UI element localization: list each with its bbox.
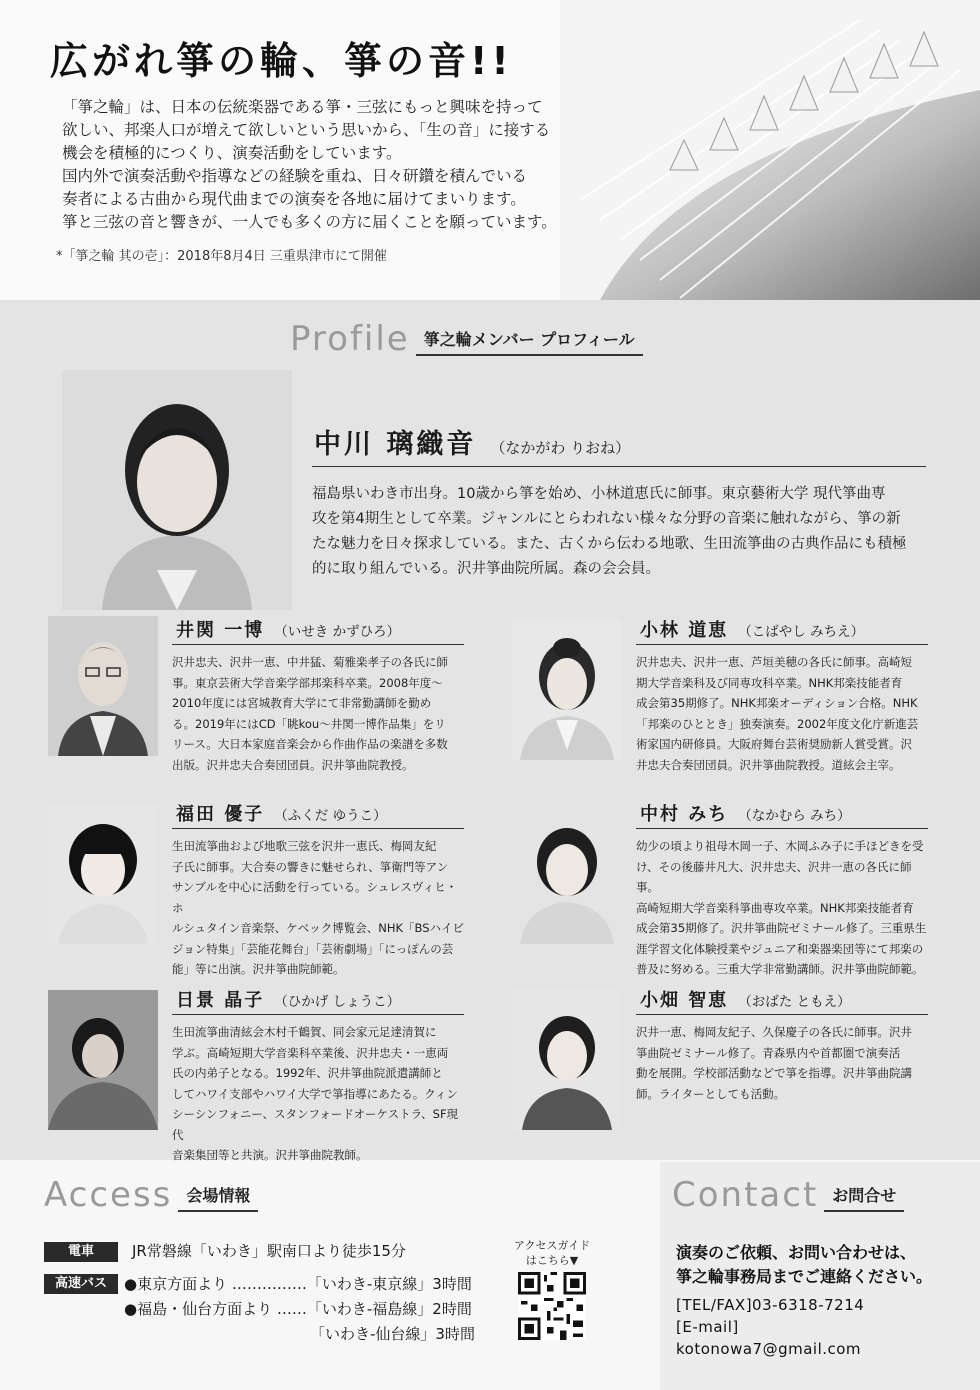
member-card bbox=[512, 986, 922, 1146]
bio-line: け、その後藤井凡大、沢井忠夫、沢井一恵の各氏に師事。 bbox=[636, 859, 912, 894]
bio-line: 出版。沢井忠夫合奏団団員。沢井箏曲院教授。 bbox=[172, 757, 414, 772]
main-member-name: 中川 璃織音 bbox=[314, 429, 477, 460]
bus-route: ●福島・仙台方面より ……「いわき-福島線」2時間 bbox=[124, 1300, 472, 1318]
member-name: 日景 晶子 bbox=[176, 990, 265, 1011]
member-bio bbox=[172, 836, 468, 980]
bio-line: 普及に努める。三重大学非常勤講師。沢井箏曲院師範。 bbox=[636, 962, 924, 976]
portrait-photo bbox=[512, 804, 622, 944]
header bbox=[0, 0, 980, 300]
member-card bbox=[48, 616, 458, 776]
contact-email-link[interactable]: kotonowa7@gmail.com bbox=[676, 1340, 862, 1358]
member-name-row bbox=[640, 616, 864, 642]
main-member-bio bbox=[312, 482, 930, 582]
bio-line: 沢井忠夫、沢井一恵、芦垣美穂の各氏に師事。高崎短 bbox=[636, 655, 912, 669]
bio-line: リース。大日本家庭音楽会から作曲作品の楽譜を多数 bbox=[172, 737, 448, 751]
bio-line: 2010年度には宮城教育大学にて非常勤講師を勤め bbox=[172, 696, 432, 710]
bio-line: 涯学習文化体験授業やジュニア和楽器楽団等にて邦楽の bbox=[636, 941, 924, 956]
bio-line: 師。ライターとしても活動。 bbox=[636, 1086, 786, 1101]
main-member-name-row bbox=[314, 422, 630, 461]
intro-line: 箏と三弦の音と響きが、一人でも多くの方に届くことを願っています。 bbox=[62, 213, 557, 231]
intro-line: 国内外で演奏活動や指導などの経験を重ね、日々研鑽を積んでいる bbox=[62, 167, 528, 185]
bio-line: る。2019年にはCD「眺kou～井関一博作品集」をリ bbox=[172, 716, 446, 731]
bio-line: 沢井一恵、梅岡友紀子、久保慶子の各氏に師事。沢井 bbox=[636, 1025, 912, 1039]
bio-line: 生田流箏曲および地歌三弦を沢井一恵氏、梅岡友紀 bbox=[172, 839, 437, 853]
bio-line: 箏曲院ゼミナール修了。青森県内や首都圏で演奏活 bbox=[636, 1045, 901, 1060]
bio-line: たな魅力を日々探求している。また、古くから伝わる地歌、生田流箏曲の古典作品にも積極 bbox=[312, 536, 907, 552]
contact-message: 演奏のご依頼、お問い合わせは、 bbox=[676, 1243, 917, 1262]
train-label: 電車 bbox=[44, 1242, 118, 1262]
member-name-row bbox=[640, 986, 851, 1012]
member-bio bbox=[636, 1022, 932, 1104]
contact-message: 箏之輪事務局までご連絡ください。 bbox=[676, 1267, 933, 1286]
bio-line: ルシュタイン音楽祭、ケベック博覧会、NHK「BSハイビ bbox=[172, 921, 465, 935]
contact-heading-ja: お問合せ bbox=[824, 1183, 904, 1212]
contact-phone: [TEL/FAX]03-6318-7214 bbox=[676, 1296, 865, 1314]
profile-heading-ja: 箏之輪メンバー プロフィール bbox=[416, 327, 643, 356]
bio-line: シーシンフォニー、スタンフォードオーケストラ、SF現代 bbox=[172, 1107, 459, 1142]
bio-line: 期大学音楽科及び同専攻科卒業。NHK邦楽技能者育 bbox=[636, 675, 903, 690]
bus-route: ●東京方面より ……………「いわき-東京線」3時間 bbox=[124, 1275, 472, 1293]
bio-line: 能」等に出演。沢井箏曲院師範。 bbox=[172, 962, 345, 976]
member-name: 小畑 智恵 bbox=[640, 990, 729, 1011]
contact-heading bbox=[672, 1175, 904, 1215]
bio-line: 的に取り組んでいる。沢井箏曲院所属。森の会会員。 bbox=[312, 561, 660, 577]
portrait-photo bbox=[62, 370, 292, 610]
access-heading-en: Access bbox=[44, 1175, 173, 1215]
member-bio bbox=[172, 1022, 468, 1166]
divider bbox=[312, 466, 926, 467]
bio-line: サンブルを中心に活動を行っている。シュレスヴィヒ・ホ bbox=[172, 880, 458, 915]
member-name: 福田 優子 bbox=[176, 804, 265, 825]
member-bio bbox=[172, 652, 468, 775]
member-reading: （ふくだ ゆうこ） bbox=[274, 808, 387, 824]
member-name-row bbox=[640, 800, 851, 826]
member-card bbox=[48, 800, 465, 976]
bio-line: 事。東京芸術大学音楽学部邦楽科卒業。2008年度～ bbox=[172, 675, 443, 690]
member-reading: （なかむら みち） bbox=[738, 808, 851, 824]
divider bbox=[636, 828, 928, 829]
event-note: *「箏之輪 其の壱」：2018年8月4日 三重県津市にて開催 bbox=[56, 249, 387, 264]
access-heading-ja: 会場情報 bbox=[178, 1183, 258, 1212]
member-bio bbox=[636, 652, 932, 775]
member-card bbox=[512, 616, 922, 776]
bio-line: 氏の内弟子となる。1992年、沢井箏曲院派遣講師と bbox=[172, 1066, 443, 1080]
bio-line: 子氏に師事。大合奏の響きに魅せられ、箏衛門等アン bbox=[172, 859, 449, 874]
intro-text bbox=[62, 96, 622, 234]
member-reading: （いせき かずひろ） bbox=[274, 624, 401, 640]
intro-line: 奏者による古曲から現代曲までの演奏を各地に届けてまいります。 bbox=[62, 190, 526, 208]
member-name-row bbox=[176, 800, 387, 826]
divider bbox=[172, 644, 464, 645]
bio-line: 生田流箏曲清絃会木村千鶴賀、同会家元足達清賀に bbox=[172, 1025, 437, 1039]
qr-caption-line: はこちら▼ bbox=[525, 1254, 579, 1267]
divider bbox=[636, 1014, 928, 1015]
bio-line: 成会第35期修了。沢井箏曲院ゼミナール修了。三重県生 bbox=[636, 921, 927, 935]
bio-line: 攻を第4期生として卒業。ジャンルにとらわれない様々な分野の音楽に触れながら、箏の新 bbox=[312, 511, 901, 527]
member-name: 小林 道恵 bbox=[640, 620, 729, 641]
member-reading: （こばやし みちえ） bbox=[738, 624, 865, 640]
bio-line: してハワイ支部やハワイ大学で箏指導にあたる。クィン bbox=[172, 1086, 458, 1101]
bio-line: 学ぶ。高崎短期大学音楽科卒業後、沢井忠夫・一恵両 bbox=[172, 1045, 449, 1060]
member-reading: （ひかげ しょうこ） bbox=[274, 994, 401, 1010]
bio-line: 幼少の頃より祖母木岡一子、木岡ふみ子に手ほどきを受 bbox=[636, 839, 924, 853]
bus-label: 高速バス bbox=[44, 1274, 118, 1294]
member-name: 中村 みち bbox=[640, 804, 729, 825]
member-name: 井関 一博 bbox=[176, 620, 265, 641]
qr-code-icon[interactable] bbox=[518, 1272, 586, 1340]
divider bbox=[636, 644, 928, 645]
member-bio bbox=[636, 836, 932, 980]
bio-line: 高崎短期大学音楽科箏曲専攻卒業。NHK邦楽技能者育 bbox=[636, 900, 914, 915]
member-reading: （おばた ともえ） bbox=[738, 994, 851, 1010]
contact-heading-en: Contact bbox=[672, 1175, 819, 1215]
intro-line: 機会を積極的につくり、演奏活動をしています。 bbox=[62, 144, 402, 162]
portrait-photo bbox=[48, 990, 158, 1130]
bio-line: 「邦楽のひととき」独奏演奏。2002年度文化庁新進芸 bbox=[636, 716, 919, 731]
train-directions: JR常磐線「いわき」駅南口より徒歩15分 bbox=[132, 1242, 406, 1260]
profile-heading bbox=[290, 319, 643, 359]
qr-caption bbox=[502, 1238, 602, 1268]
main-member-reading: （なかがわ りおね） bbox=[490, 439, 631, 457]
member-name-row bbox=[176, 616, 400, 642]
portrait-photo bbox=[512, 990, 622, 1130]
member-name-row bbox=[176, 986, 400, 1012]
divider bbox=[172, 1014, 464, 1015]
access-heading bbox=[44, 1175, 258, 1215]
intro-line: 欲しい、邦楽人口が増えて欲しいという思いから、「生の音」に接する bbox=[62, 121, 551, 139]
bio-line: 沢井忠夫、沢井一恵、中井猛、菊雅楽孝子の各氏に師 bbox=[172, 655, 448, 669]
bio-line: 音楽集団等と共演。沢井箏曲院教師。 bbox=[172, 1148, 368, 1162]
portrait-photo bbox=[48, 804, 158, 944]
portrait-photo bbox=[512, 620, 622, 760]
divider bbox=[172, 828, 464, 829]
bio-line: 術家国内研修員。大阪府舞台芸術奨励新人賞受賞。沢 bbox=[636, 737, 912, 751]
bio-line: 福島県いわき市出身。10歳から箏を始め、小林道恵氏に師事。東京藝術大学 現代箏曲専 bbox=[312, 486, 886, 502]
contact-email-label: [E-mail] bbox=[676, 1318, 739, 1336]
qr-caption-line: アクセスガイド bbox=[513, 1239, 591, 1252]
profile-heading-en: Profile bbox=[290, 319, 410, 359]
headline: 広がれ箏の輪、箏の音!! bbox=[50, 39, 513, 83]
bio-line: ジョン特集」「芸能花舞台」「芸術劇場」「にっぽんの芸 bbox=[172, 941, 454, 956]
bio-line: 成会第35期修了。NHK邦楽オーディション合格。NHK bbox=[636, 696, 918, 710]
member-card bbox=[48, 986, 459, 1162]
bus-route: 「いわき-仙台線」3時間 bbox=[310, 1325, 475, 1343]
portrait-photo bbox=[48, 616, 158, 756]
bio-line: 動を展開。学校部活動などで箏を指導。沢井箏曲院講 bbox=[636, 1066, 912, 1080]
intro-line: 「箏之輪」は、日本の伝統楽器である箏・三弦にもっと興味を持って bbox=[62, 98, 543, 116]
bio-line: 井忠夫合奏団団員。沢井箏曲院教授。道絃会主宰。 bbox=[636, 757, 901, 772]
member-card bbox=[512, 800, 927, 976]
koto-bridge-photo bbox=[560, 0, 980, 300]
